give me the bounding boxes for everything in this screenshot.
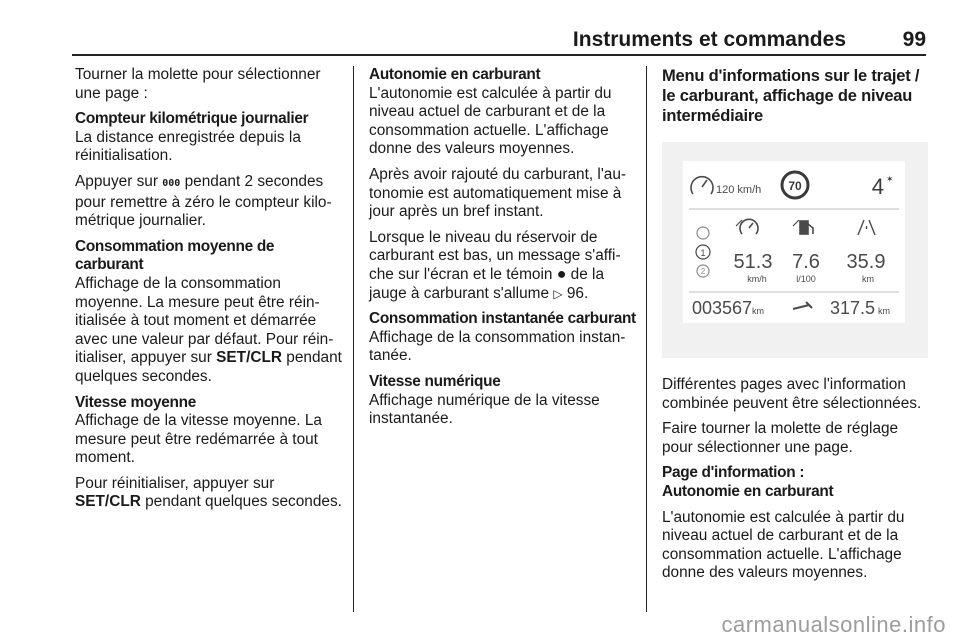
- paragraph: L'autonomie est calculée à partir du niveau actuel de carburant et de la consommation actuelle. L'affichage donne des valeurs moyennes.: [662, 508, 905, 582]
- outside-temperature: 4: [871, 174, 884, 199]
- section-title: Autonomie en carburant: [662, 482, 834, 500]
- column-1: [75, 66, 343, 519]
- fuel-nozzle-icon: [793, 302, 812, 309]
- text-run: pendant 2 secondes pour remettre à zéro le compteur kilométrique journalier.: [75, 172, 332, 230]
- paragraph: [369, 229, 637, 303]
- paragraph: Faire tourner la molette de réglage pour sélectionner une page.: [662, 420, 899, 456]
- snowflake-icon: ✶: [886, 174, 894, 184]
- section-title: Vitesse numérique: [369, 372, 501, 390]
- speed-limiter-icon: [691, 177, 713, 194]
- text-run: pendant quelques secondes.: [140, 493, 342, 511]
- range-unit: km: [862, 274, 874, 284]
- section-title: Compteur kilométrique journalier: [75, 110, 309, 128]
- column-3: [662, 66, 930, 590]
- key-label: SET/CLR: [75, 493, 141, 511]
- header-rule: [72, 54, 926, 56]
- trip-reset-key-icon: 000: [162, 177, 181, 189]
- section-title: Page d'information :: [662, 464, 805, 482]
- page-header: [72, 28, 926, 54]
- page-reference-arrow-icon: ▷: [553, 286, 563, 301]
- page-number: 99: [902, 28, 926, 51]
- speed-limit-sign-icon: [782, 172, 808, 198]
- speed-limit-value: 70: [788, 179, 802, 193]
- text-run: de la jauge à carburant s'allume: [369, 265, 605, 302]
- paragraph: Différentes pages avec l'information combinée peuvent être sélectionnées.: [662, 376, 922, 412]
- average-consumption-icon: [793, 220, 813, 234]
- paragraph: Affichage de la consommation instantanée.: [369, 328, 626, 365]
- range-remaining-unit: km: [878, 306, 890, 316]
- average-consumption-unit: l/100: [796, 274, 816, 284]
- range-road-icon: [858, 220, 875, 235]
- speed-setting: 120 km/h: [716, 184, 762, 196]
- paragraph: L'autonomie est calculée à partir du niveau actuel de carburant et de la consommation actuelle. L'affichage donne des valeurs moyennes.: [369, 84, 612, 158]
- watermark: carmanualsonline.info: [721, 612, 946, 637]
- text-run: pendant quelques secondes.: [75, 349, 342, 385]
- chapter-title: Instruments et commandes: [572, 28, 846, 51]
- range-remaining-value: 317.5: [829, 298, 875, 318]
- section-title: Consommation moyenne de carburant: [75, 237, 275, 274]
- average-speed-icon: [736, 219, 758, 234]
- odometer-value: 003567: [692, 298, 753, 318]
- section-title: Vitesse moyenne: [75, 393, 196, 411]
- text-run: Pour réinitialiser, appuyer sur: [75, 474, 275, 492]
- average-consumption-value: 7.6: [792, 251, 820, 273]
- instrument-display-figure: [662, 142, 928, 358]
- text-run: Appuyer sur: [75, 172, 163, 190]
- column-2: [369, 66, 637, 436]
- paragraph: [75, 275, 343, 387]
- page-reference[interactable]: 96.: [566, 284, 589, 302]
- section-title: Consommation instantanée carburant: [369, 310, 636, 328]
- column-divider-1: [353, 66, 354, 612]
- paragraph: Après avoir rajouté du carburant, l'autonomie est automatiquement mise à jour après un bref instant.: [369, 165, 627, 221]
- trip-1-marker: 1: [700, 248, 706, 258]
- trip-2-marker: 2: [700, 267, 706, 276]
- text-run: Affichage de la consommation moyenne. La mesure peut être réinitialisée à tout moment et démarrée avec une valeur par défaut. Pour réinitialiser, appuyer sur: [75, 274, 334, 367]
- column-divider-2: [646, 66, 647, 612]
- paragraph: [75, 173, 343, 231]
- odometer-unit: km: [752, 306, 764, 316]
- paragraph: [75, 475, 343, 512]
- key-label: SET/CLR: [216, 349, 282, 367]
- average-speed-unit: km/h: [747, 274, 767, 284]
- section-heading: Menu d'informations sur le trajet / le carburant, affichage de niveau intermédiaire: [662, 67, 920, 125]
- paragraph: Affichage numérique de la vitesse instantanée.: [369, 391, 600, 428]
- section-title: Autonomie en carburant: [369, 66, 541, 83]
- average-speed-value: 51.3: [733, 251, 773, 273]
- display-graphics: [662, 142, 928, 358]
- fuel-warning-light-icon: ●: [556, 265, 567, 283]
- paragraph: Affichage de la vitesse moyenne. La mesure peut être redémarrée à tout moment.: [75, 412, 322, 467]
- paragraph: La distance enregistrée depuis la réinitialisation.: [75, 128, 301, 165]
- text-run: Lorsque le niveau du réservoir de carburant est bas, un message s'affiche sur l'écran et le témoin: [369, 228, 621, 283]
- range-value: 35.9: [846, 251, 886, 273]
- intro-text: Tourner la molette pour sélectionner une page :: [75, 66, 321, 102]
